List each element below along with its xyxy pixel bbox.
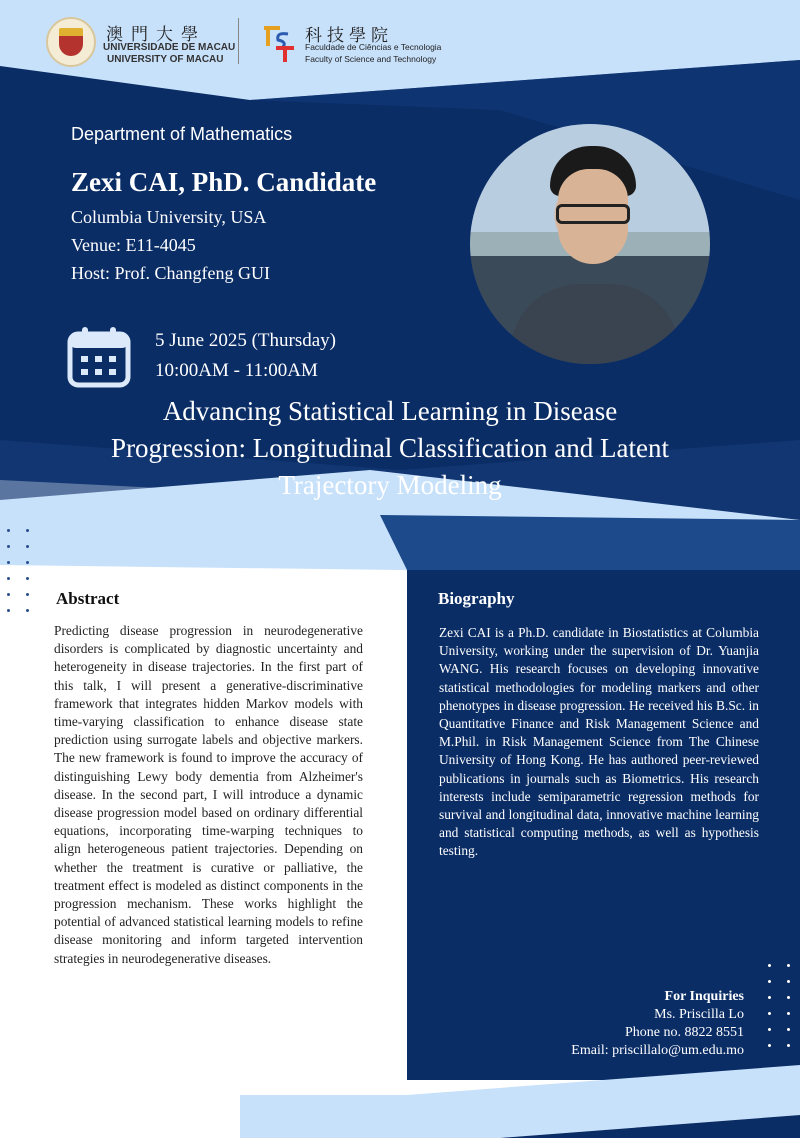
title-line: Progression: Longitudinal Classification and Latent bbox=[111, 433, 669, 463]
calendar-icon bbox=[67, 326, 131, 388]
fst-chinese-name: 科技學院 bbox=[305, 26, 393, 45]
inquiries-block bbox=[571, 988, 744, 1060]
abstract-heading: Abstract bbox=[56, 589, 120, 608]
abstract-text: Predicting disease progression in neurodegenerative disorders is complicated by diagnostic uncertainty and heterogeneity in disease trajectories. In the first part of this talk, I will present a generative-discriminative framework that integrates hidden Markov models with time-varying classification to enhance disease state prediction using surrogate labels and objective markers. The new framework is found to improve the accuracy of distinguishing Lewy body dementia from Alzheimer's disease. In the second part, I will introduce a dynamic disease progression model based on ordinary differential equations, incorporating time-warping techniques to align heterogeneous patient trajectories. Depending on whether the treatment is curative or palliative, the treatment effect is modeled as distinct components in the progression mechanism. These works highlight the potential of advanced statistical learning models to refine disease monitoring and inform targeted intervention strategies in neurodegenerative diseases. bbox=[54, 623, 363, 966]
speaker-name: Zexi CAI, PhD. Candidate bbox=[71, 167, 377, 197]
contact-email[interactable]: Email: priscillalo@um.edu.mo bbox=[571, 1043, 744, 1058]
event-time: 10:00AM - 11:00AM bbox=[155, 360, 318, 381]
title-line: Trajectory Modeling bbox=[278, 470, 502, 500]
biography-heading: Biography bbox=[438, 589, 515, 608]
fst-portuguese-name: Faculdade de Ciências e Tecnologia bbox=[305, 42, 442, 52]
um-portuguese-name: UNIVERSIDADE DE MACAU bbox=[103, 42, 236, 53]
fst-logo bbox=[262, 22, 296, 62]
logo-divider bbox=[238, 18, 239, 64]
university-of-macau-logo bbox=[46, 17, 96, 67]
department-name: Department of Mathematics bbox=[71, 124, 293, 144]
decorative-dots bbox=[768, 964, 792, 1047]
host: Host: Prof. Changfeng GUI bbox=[71, 263, 270, 283]
contact-name: Ms. Priscilla Lo bbox=[654, 1007, 744, 1022]
talk-title bbox=[40, 393, 740, 504]
biography-text: Zexi CAI is a Ph.D. candidate in Biostatistics at Columbia University, working under the supervision of Dr. Yuanjia WANG. His research focuses on developing innovative statistical methodologies for modeling markers and other phenotypes in disease progression. He received his B.Sc. in Quantitative Finance and Risk Management Science and M.Phil. in Risk Management Science from The Chinese University of Hong Kong. He has authored peer-reviewed publications in journals such as Biometrics. His research interests include semiparametric regression methods for survival and longitudinal data, innovative machine learning and statistical computing methods, as well as hypothesis testing. bbox=[439, 625, 759, 859]
contact-phone: Phone no. 8822 8551 bbox=[625, 1025, 744, 1040]
title-line: Advancing Statistical Learning in Disease bbox=[162, 396, 618, 426]
speaker-photo bbox=[470, 124, 710, 364]
decorative-dots bbox=[7, 529, 31, 612]
inquiries-heading: For Inquiries bbox=[664, 989, 744, 1004]
speaker-affiliation: Columbia University, USA bbox=[71, 207, 267, 227]
um-chinese-name: 澳門大學 bbox=[106, 25, 206, 44]
fst-english-name: Faculty of Science and Technology bbox=[305, 54, 437, 64]
venue: Venue: E11-4045 bbox=[71, 235, 196, 255]
event-date: 5 June 2025 (Thursday) bbox=[155, 330, 336, 351]
um-english-name: UNIVERSITY OF MACAU bbox=[107, 54, 224, 65]
